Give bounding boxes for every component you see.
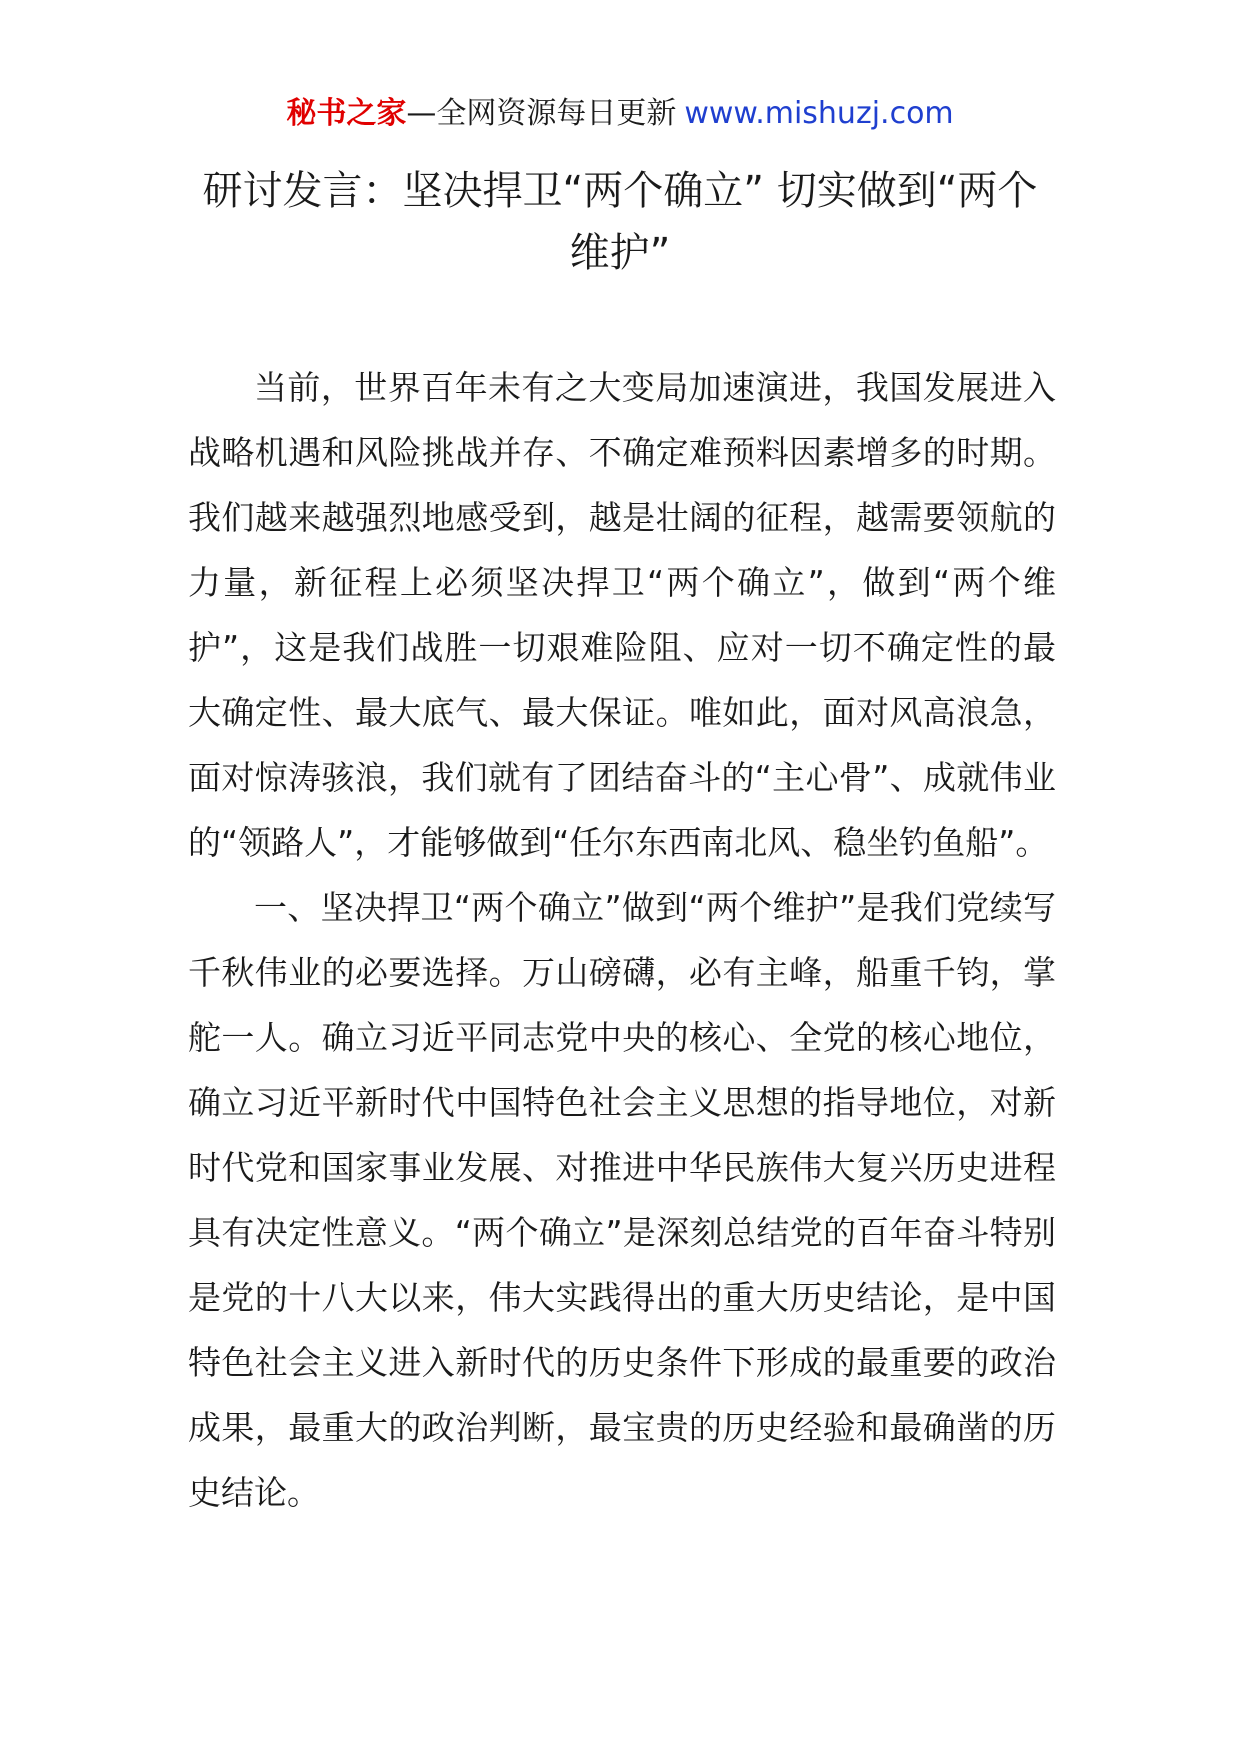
site-url-link[interactable]: www.mishuzj.com (684, 96, 954, 131)
document-title: 研讨发言：坚决捍卫“两个确立” 切实做到“两个维护” (202, 168, 1038, 276)
site-header (0, 94, 1240, 134)
document-body (188, 355, 1056, 1525)
paragraph: 一、坚决捍卫“两个确立”做到“两个维护”是我们党续写千秋伟业的必要选择。万山磅礴，必有主峰，船重千钧，掌舵一人。确立习近平同志党中央的核心、全党的核心地位，确立习近平新时代中国特色社会主义思想的指导地位，对新时代党和国家事业发展、对推进中华民族伟大复兴历史进程具有决定性意义。“两个确立”是深刻总结党的百年奋斗特别是党的十八大以来，伟大实践得出的重大历史结论，是中国特色社会主义进入新时代的历史条件下形成的最重要的政治成果，最重大的政治判断，最宝贵的历史经验和最确凿的历史结论。 (188, 888, 1056, 1512)
paragraph: 当前，世界百年未有之大变局加速演进，我国发展进入战略机遇和风险挑战并存、不确定难预料因素增多的时期。我们越来越强烈地感受到，越是壮阔的征程，越需要领航的力量，新征程上必须坚决捍卫“两个确立”，做到“两个维护”，这是我们战胜一切艰难险阻、应对一切不确定性的最大确定性、最大底气、最大保证。唯如此，面对风高浪急，面对惊涛骇浪，我们就有了团结奋斗的“主心骨”、成就伟业的“领路人”，才能够做到“任尔东西南北风、稳坐钓鱼船”。 (188, 368, 1056, 862)
brand-name: 秘书之家 (286, 96, 407, 131)
header-tagline: —全网资源每日更新 (406, 96, 677, 131)
